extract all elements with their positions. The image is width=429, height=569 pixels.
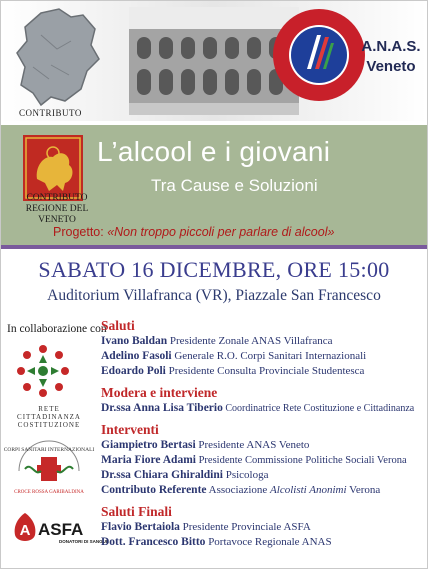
speaker-role: Portavoce Regionale ANAS (205, 536, 332, 548)
speaker-role: Psicologa (222, 469, 269, 481)
anas-title-line1: A.N.A.S. (361, 38, 421, 55)
speaker-name: Maria Fiore Adami (101, 454, 196, 466)
speaker-name: Contributo Referente (101, 484, 207, 496)
speaker-name: Dr.ssa Anna Lisa Tiberio (101, 402, 223, 414)
speaker-row (101, 364, 423, 379)
speaker-role: Associazione (206, 484, 271, 496)
speaker-name: Dr.ssa Chiara Ghiraldini (101, 469, 223, 481)
speaker-name: Flavio Bertaiola (101, 521, 180, 533)
section-interventi (101, 421, 423, 498)
corpi-bottom-text: CROCE ROSSA GARIBALDINA (14, 490, 84, 495)
anas-veneto-title (353, 37, 429, 77)
speaker-name: Dott. Francesco Bitto (101, 536, 206, 548)
speaker-role: Generale R.O. Corpi Sanitari Internazionali (171, 350, 367, 362)
section-finali (101, 503, 423, 550)
section-title: Interventi (101, 422, 159, 437)
asfa-text: ASFA (38, 520, 84, 539)
contributo-line2: REGIONE DEL VENETO (25, 204, 89, 225)
speaker-row (101, 401, 423, 416)
speaker-row (101, 334, 423, 349)
asfa-logo-icon (13, 507, 109, 551)
main-title: L’alcool e i giovani (97, 136, 331, 167)
collaboration-label: In collaborazione con (7, 323, 107, 335)
contributo-top-label: CONTRIBUTO (19, 108, 82, 118)
contributo-line1: CONTRIBUTO (26, 193, 88, 203)
svg-text:A: A (19, 522, 31, 539)
program (101, 317, 423, 555)
speaker-role: Presidente Commissione Politiche Sociali Verona (195, 455, 407, 466)
speaker-row (101, 349, 423, 364)
rete-cittadinanza-label: RETE CITTADINANZA COSTITUZIONE (17, 405, 81, 429)
speaker-role: Presidente Consulta Provinciale Studentesca (165, 365, 365, 377)
lion-of-saint-mark-icon (23, 135, 83, 201)
speaker-role: Presidente Provinciale ASFA (179, 521, 311, 533)
section-title: Saluti Finali (101, 504, 172, 519)
progetto-line (53, 225, 334, 239)
speaker-role: Presidente Zonale ANAS Villafranca (167, 335, 333, 347)
header-banner (1, 1, 427, 121)
corpi-top-text: CORPI SANITARI INTERNAZIONALI (3, 447, 95, 453)
progetto-name: «Non troppo piccoli per parlare di alcool» (107, 225, 335, 239)
section-title: Modera e interviene (101, 385, 218, 400)
speaker-row (101, 453, 423, 468)
speaker-row (101, 468, 423, 483)
event-date: SABATO 16 DICEMBRE, ORE 15:00 (38, 257, 390, 282)
speaker-role: Coordinatrice Rete Costituzione e Cittadinanza (222, 403, 415, 414)
progetto-label: Progetto: (53, 225, 108, 239)
veneto-region-map-icon (11, 5, 103, 113)
section-title: Saluti (101, 318, 135, 333)
speaker-row (101, 520, 423, 535)
event-venue: Auditorium Villafranca (VR), Piazzale San Francesco (47, 287, 381, 304)
anas-title-line2: Veneto (366, 58, 416, 75)
corpi-sanitari-logo-icon (3, 441, 95, 497)
speaker-row (101, 535, 423, 550)
speaker-name: Giampietro Bertasi (101, 439, 196, 451)
speaker-role-tail: Verona (346, 484, 381, 496)
purple-divider (1, 245, 427, 249)
speaker-row (101, 483, 423, 498)
rete-cittadinanza-logo-icon (13, 341, 73, 401)
speaker-role-italic: Alcolisti Anonimi (270, 484, 347, 496)
speaker-role: Presidente ANAS Veneto (195, 439, 310, 451)
contributo-regione-label (9, 193, 105, 226)
section-modera (101, 384, 423, 416)
section-saluti (101, 317, 423, 379)
speaker-row (101, 438, 423, 453)
asfa-sub-text: DONATORI DI SANGUE (59, 539, 109, 544)
speaker-name: Edoardo Poli (101, 365, 166, 377)
sub-title: Tra Cause e Soluzioni (151, 176, 318, 195)
speaker-name: Adelino Fasoli (101, 350, 172, 362)
speaker-name: Ivano Baldan (101, 335, 168, 347)
